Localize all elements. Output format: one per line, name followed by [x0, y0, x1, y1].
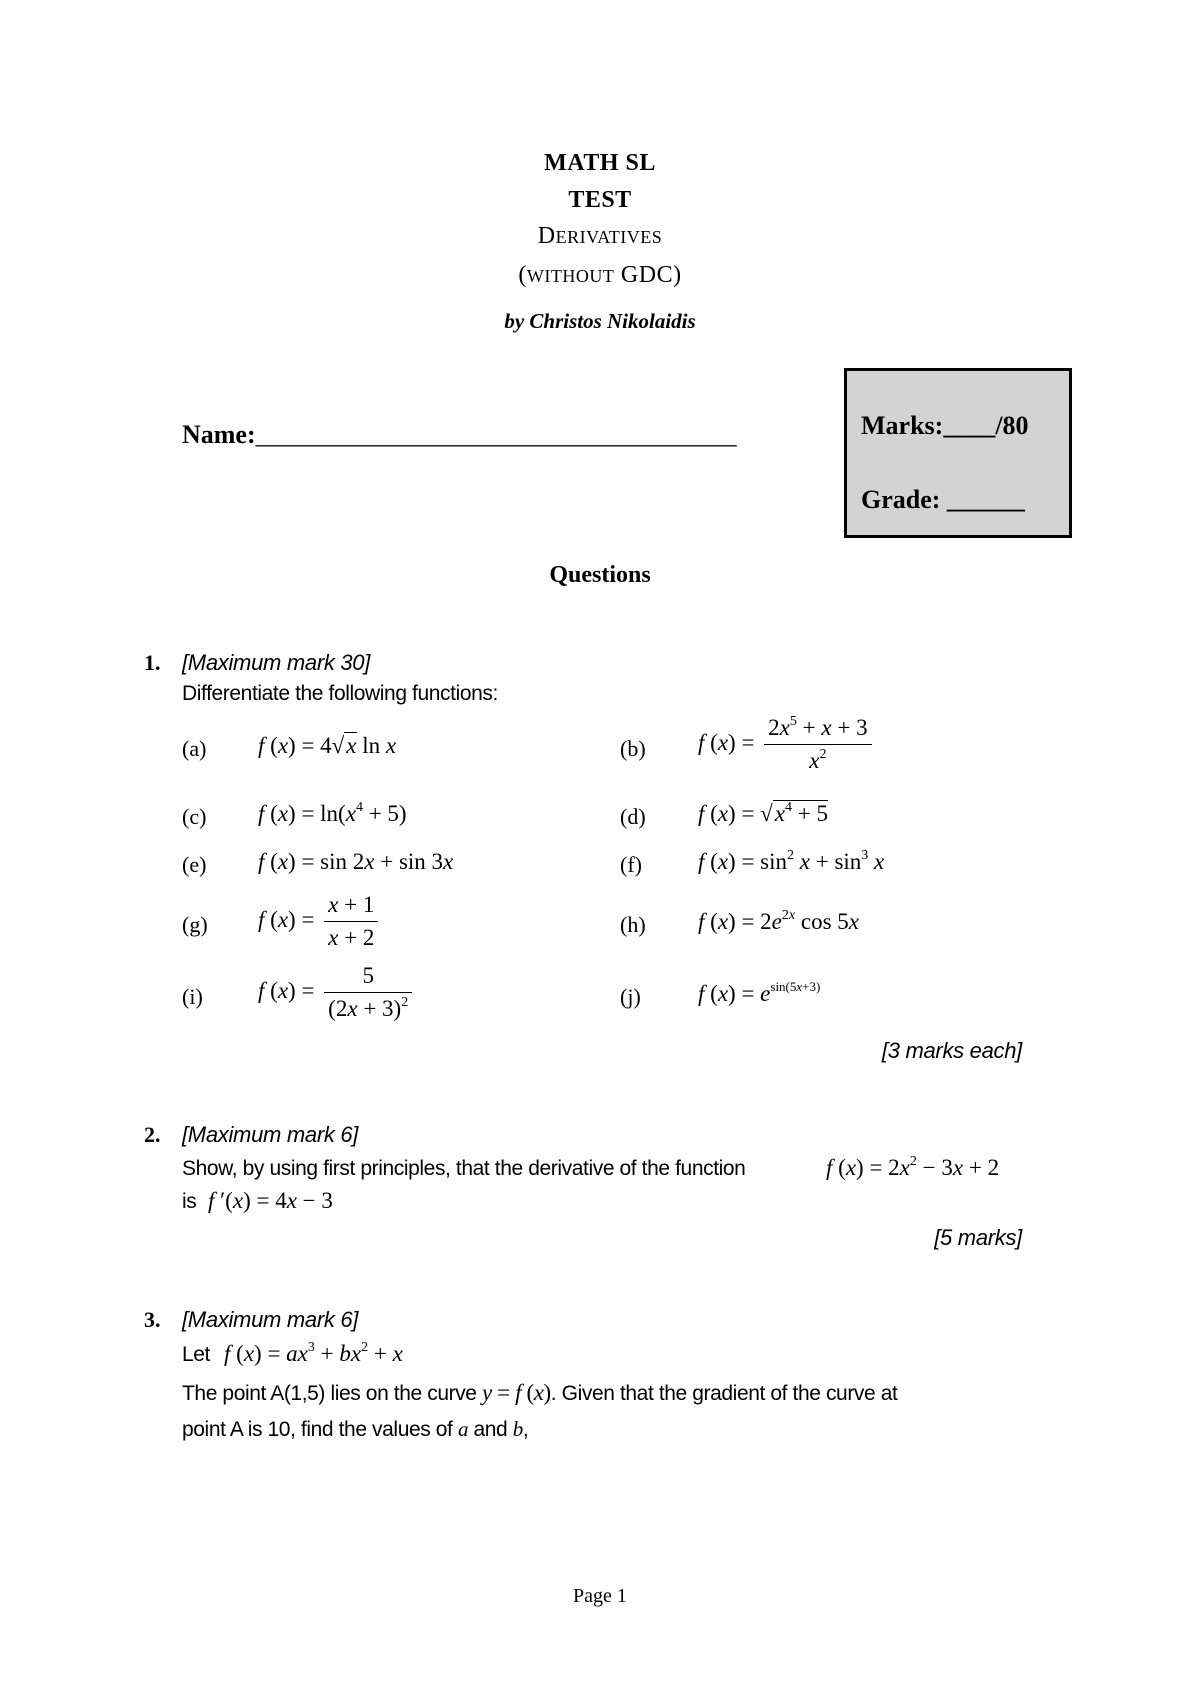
part-i-equation: f (x) = $\frac{5}{(2x + 3)^2}$: [258, 963, 412, 1022]
part-a-equation: f (x) = 4√x ln x: [258, 733, 397, 758]
part-h-label: (h): [620, 912, 646, 937]
question-2-derivative: f ′(x) = 4x − 3: [208, 1188, 333, 1213]
part-j-label: (j): [620, 984, 641, 1009]
question-1-number: 1.: [144, 650, 161, 675]
question-1-marks: [3 marks each]: [881, 1038, 1022, 1063]
question-2-marks: [5 marks]: [934, 1225, 1022, 1250]
author: by Christos Nikolaidis: [504, 309, 696, 333]
question-3-line2: [182, 1380, 1032, 1406]
part-i-label: (i): [182, 984, 203, 1009]
marks-label: Marks:____/80: [861, 411, 1029, 440]
part-c-equation: f $(x) = \ln(x^4 + 5)$: [258, 800, 407, 826]
question-2-text: Show, by using first principles, that the derivative of the function: [182, 1157, 746, 1180]
line3-end: ,: [522, 1418, 529, 1441]
part-f-label: (f): [620, 852, 642, 877]
part-d-equation: f $(x) = √x^4 + 5$: [698, 800, 828, 826]
part-a-label: (a): [182, 736, 207, 761]
part-b-equation: f (x) = $\frac{2x^5 + x + 3}{x^2}$: [698, 715, 872, 774]
part-b-label: (b): [620, 736, 646, 761]
question-2-number: 2.: [144, 1122, 161, 1147]
part-e-equation: f (x) = sin 2x + sin 3x: [258, 849, 454, 874]
test-title-line2: TEST: [568, 187, 632, 213]
gdc-label: GDC): [620, 262, 682, 288]
question-3-line3a: point A is 10, find the values of: [182, 1418, 453, 1441]
part-g-label: (g): [182, 912, 208, 937]
question-3-line2b: . Given that the gradient of the curve at: [550, 1382, 898, 1405]
name-blank: _____________________________________: [255, 420, 737, 449]
name-field[interactable]: [182, 420, 737, 450]
var-b: b: [512, 1417, 523, 1441]
question-3-line3: [182, 1417, 528, 1442]
question-3-curve: y = f (x): [482, 1380, 551, 1405]
part-j-equation: f $(x) = e^{sin(5x+3)}$: [698, 979, 821, 1006]
and-word: and: [473, 1418, 508, 1441]
test-title-line4: [0, 262, 1200, 289]
marks-box: [844, 368, 1072, 538]
test-title-line1: MATH SL: [544, 150, 656, 176]
without-label: WITHOUT: [526, 266, 615, 286]
paren-open: (: [518, 262, 527, 288]
question-1-instruction: Differentiate the following functions:: [182, 682, 498, 705]
question-3-let-label: Let: [182, 1343, 210, 1366]
question-3-function: f $(x) = ax^3 + bx^2 + x$: [224, 1340, 403, 1366]
title-rest: ERIVATIVES: [555, 227, 663, 247]
question-3-max-mark: [Maximum mark 6]: [182, 1307, 359, 1332]
question-1-max-mark: [Maximum mark 30]: [182, 650, 371, 675]
part-c-label: (c): [182, 804, 207, 829]
test-title-line3: [0, 223, 1200, 250]
question-3-number: 3.: [144, 1307, 161, 1332]
grade-label: Grade: ______: [861, 485, 1025, 514]
name-label: Name:: [182, 420, 256, 449]
part-d-label: (d): [620, 804, 646, 829]
part-f-equation: f $(x) = \sin^2 x + \sin^3 x$: [698, 848, 885, 874]
part-g-equation: f (x) = $\frac{x + 1}{x + 2}$: [258, 892, 378, 951]
var-a: a: [457, 1417, 469, 1441]
title-cap-letter: D: [537, 223, 556, 249]
question-3-line2a: The point A(1,5) lies on the curve: [182, 1382, 477, 1405]
part-e-label: (e): [182, 852, 207, 877]
question-2-is-label: is: [182, 1190, 197, 1213]
question-2-max-mark: [Maximum mark 6]: [182, 1122, 359, 1147]
part-h-equation: f $(x) = 2e^{2x}$ cos 5x: [698, 908, 859, 934]
section-title: Questions: [549, 562, 651, 588]
page-number: Page 1: [573, 1585, 627, 1607]
question-2-function: f $(x) = 2x^2 - 3x + 2$: [826, 1154, 1000, 1180]
